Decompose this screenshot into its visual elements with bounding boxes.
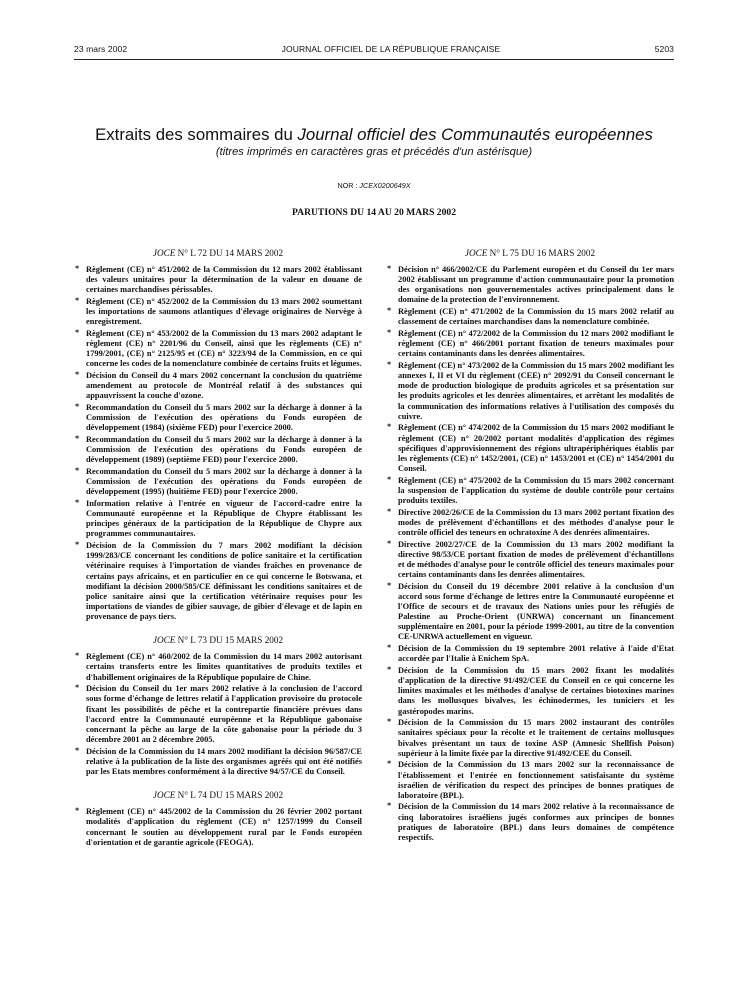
title-prefix: Extraits des sommaires du	[95, 125, 298, 144]
entry-text: Décision de la Commission du 15 mars 2002 instaurant des contrôles sanitaires spéciaux pour la récolte et le traitement de certains mollusques bivalves présentant un taux de toxine ASP (Amnesic Shellfish Poison) supérieur à la limite fixée par la directive 91/492/CEE du Conseil.	[398, 718, 674, 758]
nor-label: NOR :	[337, 181, 360, 190]
entry-text: Règlement (CE) n° 460/2002 de la Commission du 14 mars 2002 autorisant certains transferts entre les limites quantitatives de produits textiles et d'habillement originaires de la République populaire de Chine.	[86, 652, 362, 682]
asterisk-marker: *	[387, 506, 392, 516]
title-journal-name: Journal officiel des Communautés européennes	[297, 125, 653, 144]
asterisk-marker: *	[387, 664, 392, 674]
page-title	[74, 125, 674, 144]
right-column	[386, 248, 674, 845]
entry-text: Recommandation du Conseil du 5 mars 2002 sur la décharge à donner à la Commission de l'exécution des opérations du Fonds européen de développement (1995) (huitième FED) pour l'exercice 2000.	[86, 466, 362, 497]
entry-text: Règlement (CE) n° 471/2002 de la Commission du 15 mars 2002 relatif au classement de certaines marchandises dans la nomenclature combinée.	[398, 307, 674, 327]
list-item	[74, 467, 362, 497]
entry-text: Règlement (CE) n° 475/2002 de la Commission du 15 mars 2002 concernant la suspension de l'application du système de double contrôle pour certains produits textiles.	[398, 475, 674, 505]
section-issue: N° L 74 DU 15 MARS 2002	[175, 790, 284, 801]
entry-text: Décision de la Commission du 15 mars 2002 fixant les modalités d'application de la directive 91/492/CEE du Conseil en ce qui concerne les limites maximales et les méthodes d'analyse de certaines biotoxines marines dans les mollusques bivalves, les échinodermes, les tuniciers et les gastéropodes marins.	[398, 665, 674, 716]
list-item	[386, 802, 674, 843]
entry-list	[74, 807, 362, 848]
asterisk-marker: *	[75, 434, 80, 443]
entry-list	[386, 265, 674, 843]
list-item	[74, 652, 362, 682]
asterisk-marker: *	[75, 370, 80, 380]
asterisk-marker: *	[75, 264, 80, 273]
list-item	[74, 747, 362, 777]
entry-text: Décision de la Commission du 14 mars 2002 modifiant la décision 96/587/CE relative à la publication de la liste des organismes agréés qui ont été notifiés par les Etats membres conformément à la directive 94/57/CE du Conseil.	[86, 746, 362, 777]
asterisk-marker: *	[75, 683, 80, 693]
list-item	[74, 435, 362, 465]
page-subtitle: (titres imprimés en caractères gras et précédés d'un astérisque)	[215, 146, 533, 158]
entry-text: Règlement (CE) n° 472/2002 de la Commission du 12 mars 2002 modifiant le règlement (CE) n° 466/2001 portant fixation de teneurs maximales pour certains contaminants dans les denrées alimentaires.	[398, 328, 674, 359]
asterisk-marker: *	[387, 264, 392, 273]
entry-text: Recommandation du Conseil du 5 mars 2002 sur la décharge à donner à la Commission de l'exécution des opérations du Fonds européen de développement (1984) (sixième FED) pour l'exercice 2000.	[86, 403, 362, 433]
section-heading	[74, 248, 362, 259]
section-journal-abbrev: JOCE	[464, 248, 488, 258]
entry-text: Règlement (CE) n° 453/2002 de la Commission du 13 mars 2002 adaptant le règlement (CE) n° 2201/96 du Conseil, ainsi que les règlements (CE) n° 1799/2001, (CE) n° 2125/95 et (CE) n° 3223/94 de la Commission, en ce qui concerne les codes de la nomenclature combinée de certains fruits et légumes.	[86, 328, 362, 369]
list-item	[386, 423, 674, 474]
entry-text: Décision n° 466/2002/CE du Parlement européen et du Conseil du 1er mars 2002 établissant un programme d'action communautaire pour la promotion des organisations non gouvernementales actives principalement dans le domaine de la protection de l'environnement.	[398, 265, 674, 305]
list-item	[386, 666, 674, 717]
list-item	[386, 540, 674, 581]
entry-text: Information relative à l'entrée en vigueur de l'accord-cadre entre la Communauté européenne et la République de Chypre établissant les principes généraux de la participation de la République de Chypre aux programmes communautaires.	[86, 498, 362, 539]
section-issue: N° L 75 DU 16 MARS 2002	[487, 248, 596, 258]
entry-text: Recommandation du Conseil du 5 mars 2002 sur la décharge à donner à la Commission de l'exécution des opérations du Fonds européen de développement (1989) (septième FED) pour l'exercice 2000.	[86, 435, 362, 465]
entry-text: Règlement (CE) n° 473/2002 de la Commission du 15 mars 2002 modifiant les annexes I, II et VI du règlement (CEE) n° 2092/91 du Conseil concernant le mode de production biologique de produits agricoles et sa présentation sur les produits agricoles et les denrées alimentaires, et arrêtant les modalités de la communication des informations relatives à l'utilisation des composés du cuivre.	[398, 360, 674, 421]
list-item	[74, 265, 362, 295]
entry-text: Règlement (CE) n° 452/2002 de la Commission du 13 mars 2002 soumettant les importations de saumons atlantiques d'élevage originaires de Norvège à enregistrement.	[86, 296, 362, 327]
entry-list	[74, 652, 362, 777]
list-item	[386, 582, 674, 643]
list-item	[74, 541, 362, 622]
entry-text: Règlement (CE) n° 451/2002 de la Commission du 12 mars 2002 établissant des valeurs unitaires pour la détermination de la valeur en douane de certaines marchandises périssables.	[86, 265, 362, 295]
list-item	[386, 361, 674, 422]
list-item	[386, 476, 674, 506]
list-item	[386, 307, 674, 327]
asterisk-marker: *	[387, 359, 392, 369]
entry-text: Décision de la Commission du 7 mars 2002 modifiant la décision 1999/283/CE concernant les conditions de police sanitaire et la certification vétérinaire requises à l'importation de viandes fraîches en provenance de certains pays africains, et en particulier en ce qui concerne le Botswana, et modifiant la décision 2000/585/CE définissant les conditions sanitaires et de police sanitaire ainsi que la certification vétérinaire requises pour les importations de viandes de gibier sauvage, de gibier d'élevage et de lapin en provenance de pays tiers.	[86, 541, 362, 622]
asterisk-marker: *	[75, 651, 80, 661]
entry-text: Directive 2002/27/CE de la Commission du 13 mars 2002 modifiant la directive 98/53/CE portant fixation de modes de prélèvement d'échantillons et de méthodes d'analyse pour le contrôle officiel des teneurs maximales pour certains contaminants dans les denrées alimentaires.	[398, 539, 674, 580]
section-heading	[386, 248, 674, 259]
asterisk-marker: *	[75, 402, 80, 412]
entry-text: Règlement (CE) n° 474/2002 de la Commission du 15 mars 2002 modifiant le règlement (CE) n° 20/2002 portant modalités d'application des régimes spécifiques d'approvisionnement des régions ultrapériphériques établis par les règlements (CE) n° 1452/2001, (CE) n° 1453/2001 et (CE) n° 1454/2001 du Conseil.	[398, 423, 674, 473]
asterisk-marker: *	[387, 474, 392, 484]
list-item	[386, 265, 674, 306]
asterisk-marker: *	[387, 422, 392, 432]
section-issue: N° L 73 DU 15 MARS 2002	[175, 635, 284, 646]
entry-text: Directive 2002/26/CE de la Commission du 13 mars 2002 portant fixation des modes de prélèvement d'échantillons et des méthodes d'analyse pour le contrôle officiel des teneurs en ochratoxine A des denrées alimentaires.	[398, 507, 674, 537]
asterisk-marker: *	[387, 306, 392, 316]
list-item	[386, 329, 674, 359]
list-item	[74, 329, 362, 370]
asterisk-marker: *	[75, 327, 80, 337]
header-journal-name: JOURNAL OFFICIEL DE LA RÉPUBLIQUE FRANÇAISE	[281, 44, 501, 54]
entry-text: Décision de la Commission du 13 mars 2002 sur la reconnaissance de l'établissement et l'entrée en fonctionnement satisfaisante du système israélien de vérification du respect des principes de bonnes pratiques de laboratoire (BPL).	[398, 760, 674, 800]
list-item	[74, 371, 362, 401]
asterisk-marker: *	[387, 759, 392, 769]
section-heading	[74, 790, 362, 801]
asterisk-marker: *	[75, 497, 80, 507]
asterisk-marker: *	[75, 806, 80, 816]
asterisk-marker: *	[387, 580, 392, 590]
section-heading	[74, 635, 362, 646]
entry-list	[74, 265, 362, 622]
nor-reference	[74, 181, 674, 190]
list-item	[74, 403, 362, 433]
entry-text: Décision du Conseil du 4 mars 2002 concernant la conclusion du quatrième amendement au protocole de Montréal relatif à des substances qui appauvrissent la couche d'ozone.	[86, 371, 362, 401]
asterisk-marker: *	[387, 538, 392, 548]
section-issue: N° L 72 DU 14 MARS 2002	[175, 248, 284, 258]
parutions-heading: PARUTIONS DU 14 AU 20 MARS 2002	[292, 207, 456, 218]
nor-code: JCEX0200649X	[359, 181, 411, 190]
entry-text: Décision de la Commission du 19 septembre 2001 relative à l'aide d'Etat accordée par l'Italie à Enichem SpA.	[398, 644, 674, 664]
section-journal-abbrev: JOCE	[152, 790, 176, 801]
list-item	[386, 718, 674, 759]
asterisk-marker: *	[75, 540, 80, 550]
running-header	[74, 44, 674, 54]
list-item	[386, 760, 674, 801]
list-item	[74, 684, 362, 745]
header-date: 23 mars 2002	[74, 44, 128, 54]
section-journal-abbrev: JOCE	[152, 248, 176, 258]
entry-text: Décision du Conseil du 19 décembre 2001 relative à la conclusion d'un accord sous forme d'échange de lettres entre la Communauté européenne et l'Office de secours et de travaux des Nations unies pour les réfugiés de Palestine au Proche-Orient (UNRWA) concernant un financement supplémentaire en 2001, pour la période 1999-2001, au titre de la convention CE-UNRWA actuellement en vigueur.	[398, 581, 674, 642]
asterisk-marker: *	[387, 801, 392, 811]
asterisk-marker: *	[387, 643, 392, 653]
list-item	[386, 508, 674, 538]
list-item	[386, 644, 674, 664]
asterisk-marker: *	[75, 745, 80, 755]
entry-text: Décision de la Commission du 14 mars 2002 relative à la reconnaissance de cinq laboratoires israéliens jugés conformes aux principes de bonnes pratiques de laboratoire (BPL) dans leurs domaines de compétence respectifs.	[398, 802, 674, 842]
list-item	[74, 807, 362, 848]
asterisk-marker: *	[387, 327, 392, 337]
asterisk-marker: *	[75, 295, 80, 305]
asterisk-marker: *	[75, 465, 80, 475]
left-column	[74, 248, 362, 849]
header-page-number: 5203	[654, 44, 674, 54]
header-rule	[74, 59, 674, 60]
asterisk-marker: *	[387, 717, 392, 727]
entry-text: Décision du Conseil du 1er mars 2002 relative à la conclusion de l'accord sous forme d'échange de lettres relatif à l'application provisoire du protocole fixant les possibilités de pêche et la contrepartie financière prévues dans l'accord entre la Communauté européenne et la République gabonaise concernant la pêche au large de la côte gabonaise pour la période du 3 décembre 2001 au 2 décembre 2005.	[86, 684, 362, 745]
entry-text: Règlement (CE) n° 445/2002 de la Commission du 26 février 2002 portant modalités d'application du règlement (CE) n° 1257/1999 du Conseil concernant le soutien au développement rural par le Fonds européen d'orientation et de garantie agricole (FEOGA).	[86, 807, 362, 847]
list-item	[74, 297, 362, 327]
list-item	[74, 499, 362, 540]
section-journal-abbrev: JOCE	[152, 635, 176, 646]
